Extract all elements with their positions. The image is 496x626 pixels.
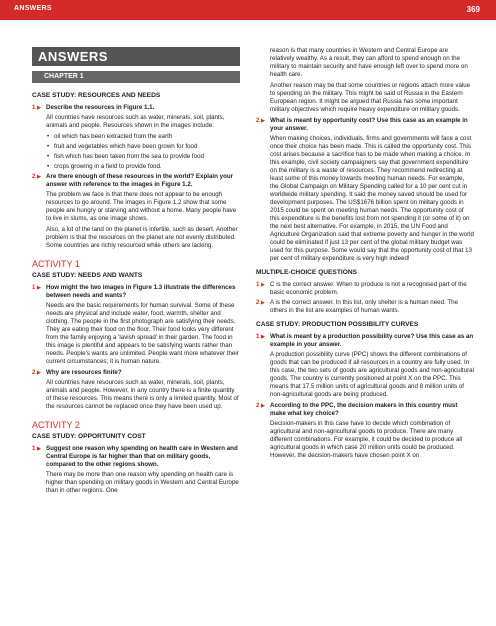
answer-paragraph: There may be more than one reason why spending on health care is higher than spending on military goods in Western and Central Europe than in other regions. One <box>46 471 239 494</box>
mc-answer <box>256 281 474 297</box>
question <box>32 369 240 377</box>
answer-paragraph: The problem we face is that there does not appear to be enough resources to go around. The images in Figure 1.2 show that some people are hungry or starving and without a home. Many people have to live in slums, as one image shows. <box>46 191 237 222</box>
bullet-text: fruit and vegetables which have been grown for food <box>54 143 198 150</box>
bullet-text: crops growing in a field to provide food. <box>54 163 162 170</box>
arrow-icon: ▶ <box>37 105 41 111</box>
bullet-item <box>32 143 240 151</box>
question-number: 1 <box>256 333 260 340</box>
question-text: Why are resources finite? <box>46 369 122 376</box>
question <box>32 284 240 300</box>
question-number: 1 <box>32 284 36 291</box>
case-study-heading: CASE STUDY: RESOURCES AND NEEDS <box>32 92 161 99</box>
mc-answer <box>256 299 474 315</box>
question-text: What is meant by opportunity cost? Use this case as an example in your answer. <box>270 117 468 132</box>
answer-text: C is the correct answer. When to produce is not a recognised part of the basic economic problem. <box>270 281 467 296</box>
question <box>32 445 240 469</box>
question <box>256 333 474 349</box>
bullet-icon: • <box>47 163 50 170</box>
question <box>256 117 474 133</box>
arrow-icon: ▶ <box>261 334 265 340</box>
question <box>256 402 474 418</box>
question-number: 1 <box>32 104 36 111</box>
arrow-icon: ▶ <box>261 282 265 288</box>
question-text: What is meant by a production possibility curve? Use this case as an example in your answer. <box>270 333 474 348</box>
question <box>32 173 240 189</box>
page-number: 369 <box>466 5 480 14</box>
bullet-item <box>32 163 240 171</box>
question-number: 2 <box>256 402 260 409</box>
answer-text: A is the correct answer. In this list, only shelter is a human need. The others in the list are examples of human wants. <box>270 299 459 314</box>
case-study-heading: CASE STUDY: OPPORTUNITY COST <box>32 433 146 440</box>
bullet-icon: • <box>47 153 50 160</box>
bullet-item <box>32 133 240 141</box>
right-column <box>256 47 474 463</box>
bullet-text: fish which has been taken from the sea to provide food <box>54 153 204 160</box>
answer-paragraph: Decision-makers in this case have to decide which combination of agricultural and non-agricultural goods to produce. There are many different combinations. For example, it could be decided to produce all agricultural goods in which case 20 million units could be produced. However, the decision-makers have chosen point X on <box>270 420 463 459</box>
question-number: 1 <box>256 281 260 288</box>
answer-paragraph: When making choices, individuals, firms and governments will face a cost once their choice has been made. This is called the opportunity cost. This cost arises because a sacrifice has to be made when making a choice. In this example, civil society campaigners say that government expenditure on the military is a waste of resources. They recommend redirecting at least some of this money towards meeting human needs. For example, the Global Campaign on Military Spending called for a 10 per cent cut in worldwide military spending. It said the money saved should be used for development purposes. The US$1676 billion spent on military goods in 2015 could be spent on meeting human needs. The opportunity cost of this expenditure is the benefits lost from not spending it (or some of it) on the next best alternative. For example, in 2015, the UN Food and Agriculture Organization said that extreme poverty and hunger in the world could be eliminated if just 13 per cent of the global military budget was used for this purpose. Some would say that the opportunity cost of that 13 per cent of military expenditure is very high indeed! <box>270 135 474 262</box>
question-text: According to the PPC, the decision makers in this country must make what key choice? <box>270 402 458 417</box>
arrow-icon: ▶ <box>261 300 265 306</box>
arrow-icon: ▶ <box>37 370 41 376</box>
answer-paragraph: All countries have resources such as water, minerals, soil, plants, animals and people. Resources shown in the images include: <box>46 114 225 129</box>
section-label: ANSWERS <box>14 5 52 12</box>
arrow-icon: ▶ <box>261 118 265 124</box>
bullet-text: oil which has been extracted from the earth <box>54 133 173 140</box>
left-column <box>32 92 240 498</box>
question-text: How might the two images in Figure 1.3 illustrate the differences between needs and wants? <box>46 284 236 299</box>
answer-paragraph: Also, a lot of the land on the planet is infertile, such as desert. Another problem is that the resources on the planet are not evenly distributed. Some countries are richly resourced while others are lacking. <box>46 226 238 249</box>
answer-paragraph: reason is that many countries in Western and Central Europe are relatively wealthy. As a result, they can afford to spend enough on the military to maintain security and have enough left over to spend more on health care. <box>270 47 468 78</box>
answer-paragraph: Needs are the basic requirements for human survival. Some of these needs are physical and include water, food, warmth, shelter and clothing. The people in the first photograph are satisfying their needs. They are eating their food on the floor. Their food looks very different from the family enjoying a 'lavish spread' in their garden. The food in this image is plentiful and appears to be satisfying wants rather than needs. People's wants are unlimited. People want more whatever their current circumstances; it is human nature. <box>46 302 239 365</box>
chapter-title: CHAPTER 1 <box>32 71 240 83</box>
answer-paragraph: A production possibility curve (PPC) shows the different combinations of goods that can be produced if all resources in a country are fully used. In this case, the two sets of goods are agricultural goods and non-agricultural goods. The country is currently positioned at point X on the PPC. This means that 17.5 million units of agricultural goods and 8 million units of non-agricultural goods are being produced. <box>270 351 474 398</box>
activity-heading: ACTIVITY 2 <box>32 420 80 430</box>
question <box>32 104 240 112</box>
arrow-icon: ▶ <box>261 403 265 409</box>
question-text: Are there enough of these resources in the world? Explain your answer with reference to the images in Figure 1.2. <box>46 173 234 188</box>
activity-heading: ACTIVITY 1 <box>32 259 80 269</box>
question-number: 1 <box>32 445 36 452</box>
arrow-icon: ▶ <box>37 174 41 180</box>
question-number: 2 <box>32 173 36 180</box>
arrow-icon: ▶ <box>37 446 41 452</box>
question-text: Describe the resources in Figure 1.1. <box>46 104 155 111</box>
answer-paragraph: Another reason may be that some countries or regions attach more value to spending on the military. This might be said of Russia in the Eastern European region. It might be argued that Russia has some important military objectives which require heavy expenditure on military goods. <box>270 82 471 113</box>
question-number: 2 <box>32 369 36 376</box>
arrow-icon: ▶ <box>37 285 41 291</box>
answer-paragraph: All countries have resources such as water, minerals, soil, plants, animals and people. However, in any country there is a finite quantity of these resources. This means there is only a limited quantity. Most of the resources cannot be replaced once they have been used up. <box>46 379 239 410</box>
case-study-heading: CASE STUDY: NEEDS AND WANTS <box>32 272 143 279</box>
bullet-icon: • <box>47 133 50 140</box>
question-number: 2 <box>256 117 260 124</box>
bullet-icon: • <box>47 143 50 150</box>
question-number: 2 <box>256 299 260 306</box>
bullet-item <box>32 153 240 161</box>
question-text: Suggest one reason why spending on health care in Western and Central Europe is far higher than that on military goods, compared to the other regions shown. <box>46 445 238 468</box>
case-study-heading: CASE STUDY: PRODUCTION POSSIBILITY CURVES <box>256 321 419 328</box>
answers-title: ANSWERS <box>32 47 240 66</box>
mc-heading: MULTIPLE-CHOICE QUESTIONS <box>256 269 357 276</box>
page-header-bar <box>0 0 496 20</box>
